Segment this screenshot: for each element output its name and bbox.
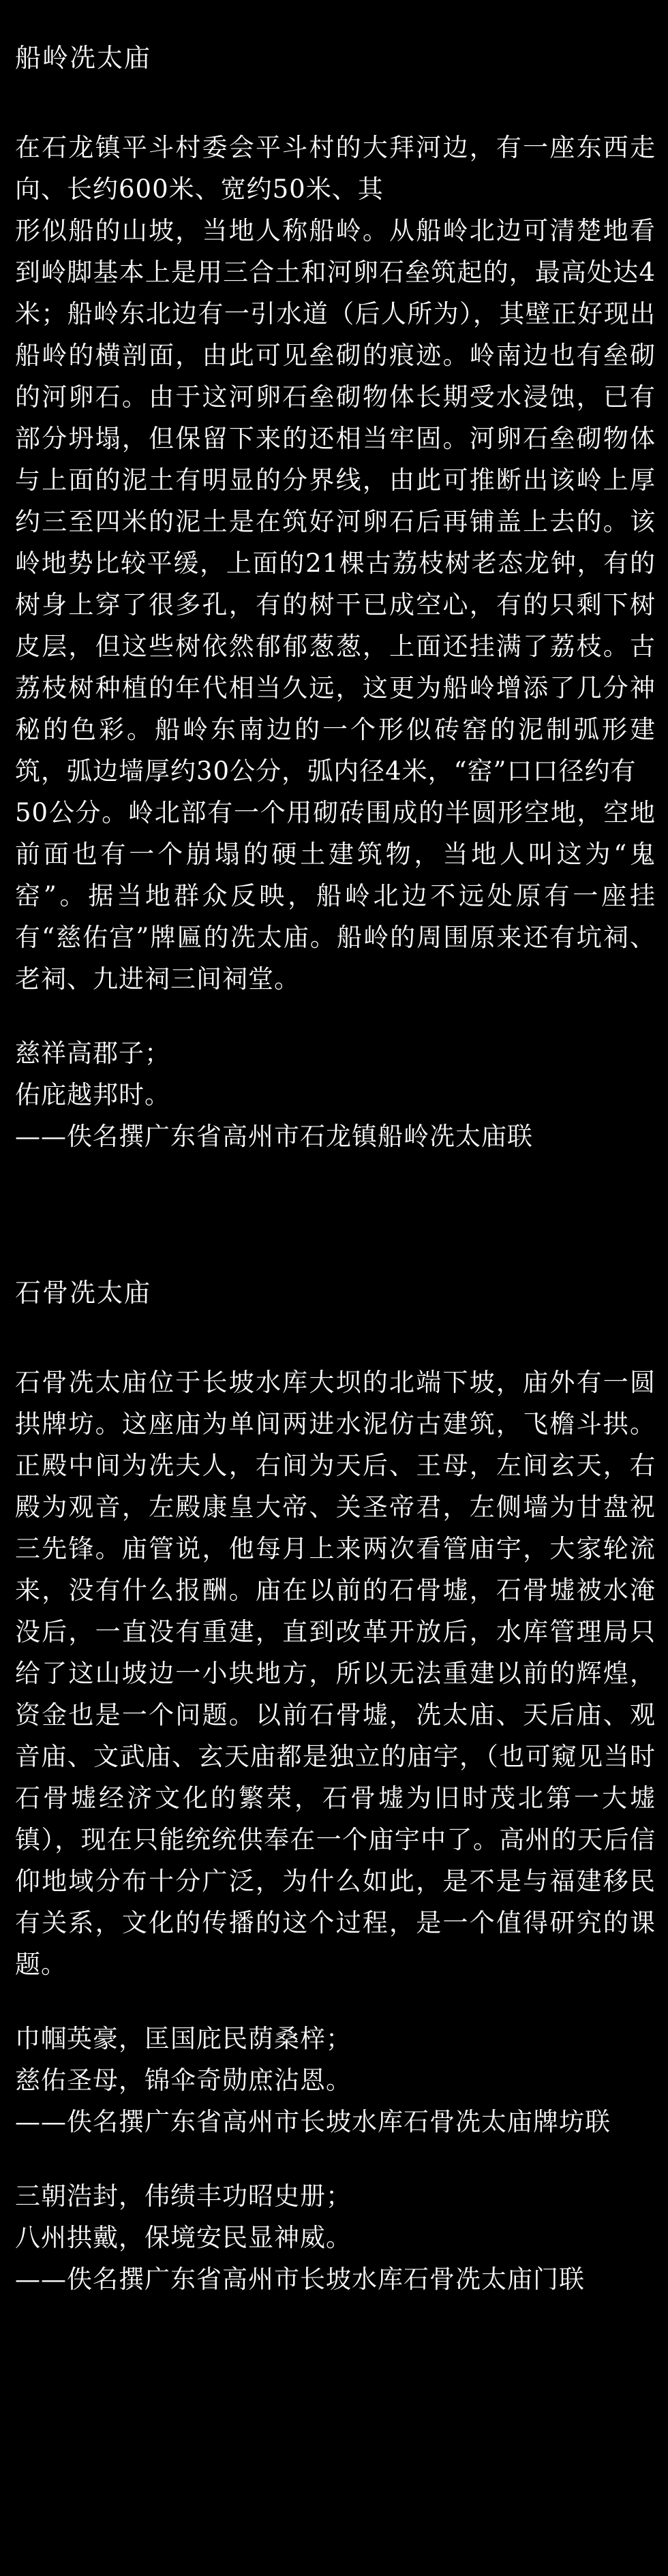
- couplet-shigu-door: 三朝浩封，伟绩丰功昭史册； 八州拱戴，保境安民显神威。 ——佚名撰广东省高州市长坡水库石骨冼太庙门联: [15, 2181, 585, 2294]
- section-spacer: [15, 1157, 656, 1274]
- couplet-shigu-archway: 巾帼英豪，匡国庇民荫桑梓； 慈佑圣母，锦伞奇勋庶沾恩。 ——佚名撰广东省高州市长坡水库石骨冼太庙牌坊联: [15, 2024, 611, 2136]
- section-title-shigu: 石骨冼太庙: [15, 1278, 152, 1308]
- spacer: [15, 1000, 656, 1032]
- section-title-chuanling: 船岭冼太庙: [15, 43, 152, 73]
- section-body-chuanling: 在石龙镇平斗村委会平斗村的大拜河边，有一座东西走向、长约600米、宽约50米、其 形似船的山坡，当地人称船岭。从船岭北边可清楚地看到岭脚基本上是用三合土和河卵石垒筑起的，最高处达4米；船岭东北边有一引水道（后人所为），其壁正好现出船岭的横剖面，由此可见垒砌的痕迹。岭南边也有垒砌的河卵石。由于这河卵石垒砌物体长期受水浸蚀，已有部分坍塌，但保留下来的还相当牢固。河卵石垒砌物体与上面的泥土有明显的分界线，由此可推断出该岭上厚约三至四米的泥土是在筑好河卵石后再铺盖上去的。该岭地势比较平缓，上面的21棵古荔枝树老态龙钟，有的树身上穿了很多孔，有的树干已成空心，有的只剩下树皮层，但这些树依然郁郁葱葱，上面还挂满了荔枝。古荔枝树种植的年代相当久远，这更为船岭增添了几分神秘的色彩。船岭东南边的一个形似砖窑的泥制弧形建筑，弧边墙厚约30公分，弧内径4米，“窑”口口径约有 50公分。岭北部有一个用砌砖围成的半圆形空地，空地前面也有一个崩塌的硬土建筑物，当地人叫这为“鬼窑”。据当地群众反映，船岭北边不远处原有一座挂有“慈佑宫”牌匾的冼太庙。船岭的周围原来还有坑祠、老祠、九进祠三间祠堂。: [15, 133, 656, 994]
- section-body-shigu: 石骨冼太庙位于长坡水库大坝的北端下坡，庙外有一圆拱牌坊。这座庙为单间两进水泥仿古建筑，飞檐斗拱。正殿中间为冼夫人，右间为天后、王母，左间玄天，右殿为观音，左殿康皇大帝、关圣帝君，左侧墙为甘盘祝三先锋。庙管说，他每月上来两次看管庙宇，大家轮流来，没有什么报酬。庙在以前的石骨墟，石骨墟被水淹没后，一直没有重建，直到改革开放后，水库管理局只给了这山坡边一小块地方，所以无法重建以前的辉煌，资金也是一个问题。以前石骨墟，冼太庙、天后庙、观音庙、文武庙、玄天庙都是独立的庙宇，（也可窥见当时石骨墟经济文化的繁荣，石骨墟为旧时茂北第一大墟镇），现在只能统统供奉在一个庙宇中了。高州的天后信仰地域分布十分广泛，为什么如此，是不是与福建移民有关系，文化的传播的这个过程，是一个值得研究的课题。: [15, 1368, 656, 1979]
- article: [15, 40, 656, 2300]
- couplet-chuanling: 慈祥高郡子； 佑庇越邦时。 ——佚名撰广东省高州市石龙镇船岭冼太庙联: [15, 1039, 533, 1151]
- spacer: [15, 1985, 656, 2018]
- spacer: [15, 2143, 656, 2175]
